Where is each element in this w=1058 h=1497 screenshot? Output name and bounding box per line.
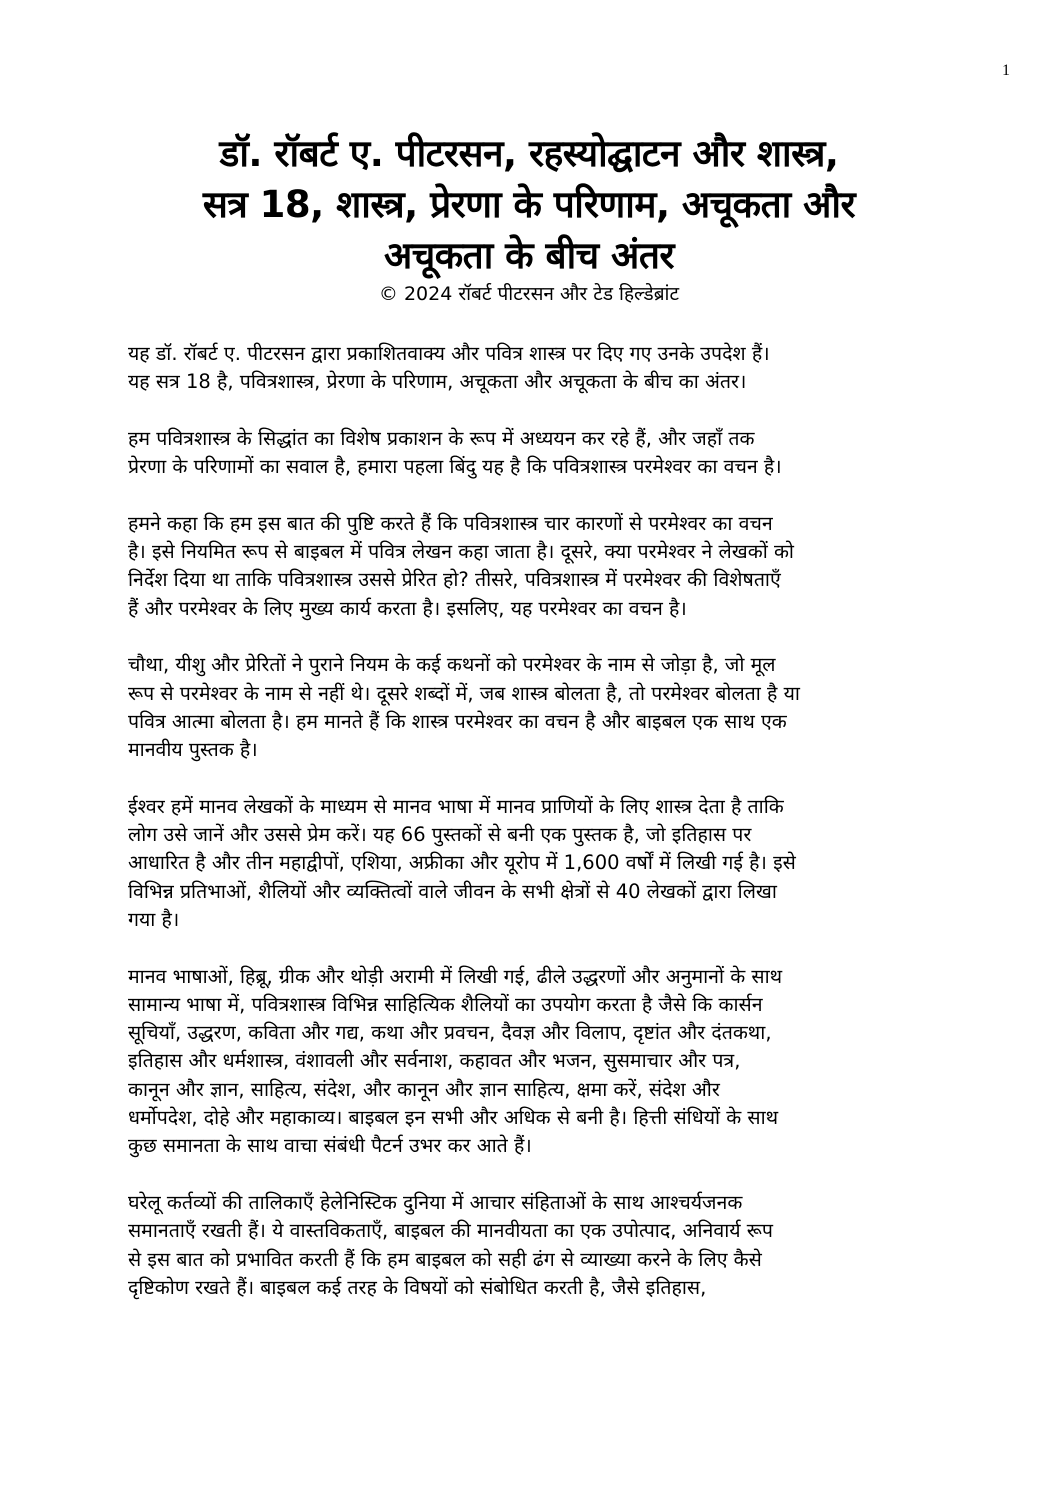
paragraph-line: पवित्र आत्मा बोलता है। हम मानते हैं कि शास्त्र परमेश्वर का वचन है और बाइबल एक साथ एक xyxy=(128,709,787,733)
document-body xyxy=(128,340,958,1330)
paragraph-line: प्रेरणा के परिणामों का सवाल है, हमारा पहला बिंदु यह है कि पवित्रशास्त्र परमेश्वर का वचन है। xyxy=(128,455,782,479)
paragraph-line: कुछ समानता के साथ वाचा संबंधी पैटर्न उभर कर आते हैं। xyxy=(128,1134,532,1158)
title-line: सत्र 18, शास्त्र, प्रेरणा के परिणाम, अचूकता और xyxy=(202,183,856,226)
paragraph xyxy=(128,510,958,623)
paragraph xyxy=(128,963,958,1161)
paragraph-line: ईश्वर हमें मानव लेखकों के माध्यम से मानव भाषा में मानव प्राणियों के लिए शास्त्र देता है ताकि xyxy=(128,794,784,818)
paragraph-line: रूप से परमेश्वर के नाम से नहीं थे। दूसरे शब्दों में, जब शास्त्र बोलता है, तो परमेश्वर बोलता है या xyxy=(128,681,800,705)
paragraph-line: चौथा, यीशु और प्रेरितों ने पुराने नियम के कई कथनों को परमेश्वर के नाम से जोड़ा है, जो मूल xyxy=(128,653,776,677)
paragraph-line: यह सत्र 18 है, पवित्रशास्त्र, प्रेरणा के परिणाम, अचूकता और अचूकता के बीच का अंतर। xyxy=(128,370,747,394)
paragraph-line: है। इसे नियमित रूप से बाइबल में पवित्र लेखन कहा जाता है। दूसरे, क्या परमेश्वर ने लेखकों को xyxy=(128,540,794,564)
paragraph-line: यह डॉ. रॉबर्ट ए. पीटरसन द्वारा प्रकाशितवाक्य और पवित्र शास्त्र पर दिए गए उनके उपदेश हैं। xyxy=(128,342,770,365)
paragraph-line: घरेलू कर्तव्यों की तालिकाएँ हेलेनिस्टिक दुनिया में आचार संहिताओं के साथ आश्चर्यजनक xyxy=(128,1190,743,1214)
document-title xyxy=(100,128,958,281)
paragraph-line: से इस बात को प्रभावित करती हैं कि हम बाइबल को सही ढंग से व्याख्या करने के लिए कैसे xyxy=(128,1247,762,1271)
paragraph-line: धर्मोपदेश, दोहे और महाकाव्य। बाइबल इन सभी और अधिक से बनी है। हित्ती संधियों के साथ xyxy=(128,1106,779,1130)
paragraph-line: कानून और ज्ञान, साहित्य, संदेश, और कानून और ज्ञान साहित्य, क्षमा करें, संदेश और xyxy=(128,1077,720,1101)
page-number: 1 xyxy=(1002,62,1010,79)
paragraph xyxy=(128,793,958,934)
paragraph-line: दृष्टिकोण रखते हैं। बाइबल कई तरह के विषयों को संबोधित करती है, जैसे इतिहास, xyxy=(128,1275,707,1299)
paragraph xyxy=(128,425,958,482)
paragraph-line: सामान्य भाषा में, पवित्रशास्त्र विभिन्न साहित्यिक शैलियों का उपयोग करता है जैसे कि कार्सन xyxy=(128,992,763,1016)
paragraph-line: इतिहास और धर्मशास्त्र, वंशावली और सर्वनाश, कहावत और भजन, सुसमाचार और पत्र, xyxy=(128,1049,741,1073)
copyright-notice: © 2024 रॉबर्ट पीटरसन और टेड हिल्डेब्रांट xyxy=(378,283,680,305)
paragraph-line: मानवीय पुस्तक है। xyxy=(128,738,258,762)
paragraph-line: हमने कहा कि हम इस बात की पुष्टि करते हैं कि पवित्रशास्त्र चार कारणों से परमेश्वर का वचन xyxy=(128,511,773,535)
paragraph-line: लोग उसे जानें और उससे प्रेम करें। यह 66 पुस्तकों से बनी एक पुस्तक है, जो इतिहास पर xyxy=(128,823,752,847)
title-line: अचूकता के बीच अंतर xyxy=(383,234,675,277)
paragraph-line: समानताएँ रखती हैं। ये वास्तविकताएँ, बाइबल की मानवीयता का एक उपोत्पाद, अनिवार्य रूप xyxy=(128,1219,774,1243)
paragraph-line: आधारित है और तीन महाद्वीपों, एशिया, अफ्रीका और यूरोप में 1,600 वर्षों में लिखी गई है। इसे xyxy=(128,851,796,875)
paragraph xyxy=(128,340,958,397)
paragraph xyxy=(128,1189,958,1302)
paragraph xyxy=(128,651,958,764)
paragraph-line: सूचियाँ, उद्धरण, कविता और गद्य, कथा और प्रवचन, दैवज्ञ और विलाप, दृष्टांत और दंतकथा, xyxy=(128,1021,772,1045)
paragraph-line: मानव भाषाओं, हिब्रू, ग्रीक और थोड़ी अरामी में लिखी गई, ढीले उद्धरणों और अनुमानों के साथ xyxy=(128,964,783,988)
paragraph-line: हैं और परमेश्वर के लिए मुख्य कार्य करता है। इसलिए, यह परमेश्वर का वचन है। xyxy=(128,596,687,620)
title-line: डॉ. रॉबर्ट ए. पीटरसन, रहस्योद्घाटन और शास्त्र, xyxy=(219,132,839,175)
paragraph-line: निर्देश दिया था ताकि पवित्रशास्त्र उससे प्रेरित हो? तीसरे, पवित्रशास्त्र में परमेश्वर की विशेषताएँ xyxy=(128,568,781,592)
paragraph-line: हम पवित्रशास्त्र के सिद्धांत का विशेष प्रकाशन के रूप में अध्ययन कर रहे हैं, और जहाँ तक xyxy=(128,426,755,450)
paragraph-line: गया है। xyxy=(128,907,180,931)
paragraph-line: विभिन्न प्रतिभाओं, शैलियों और व्यक्तित्वों वाले जीवन के सभी क्षेत्रों से 40 लेखकों द्वारा लिखा xyxy=(128,879,777,903)
